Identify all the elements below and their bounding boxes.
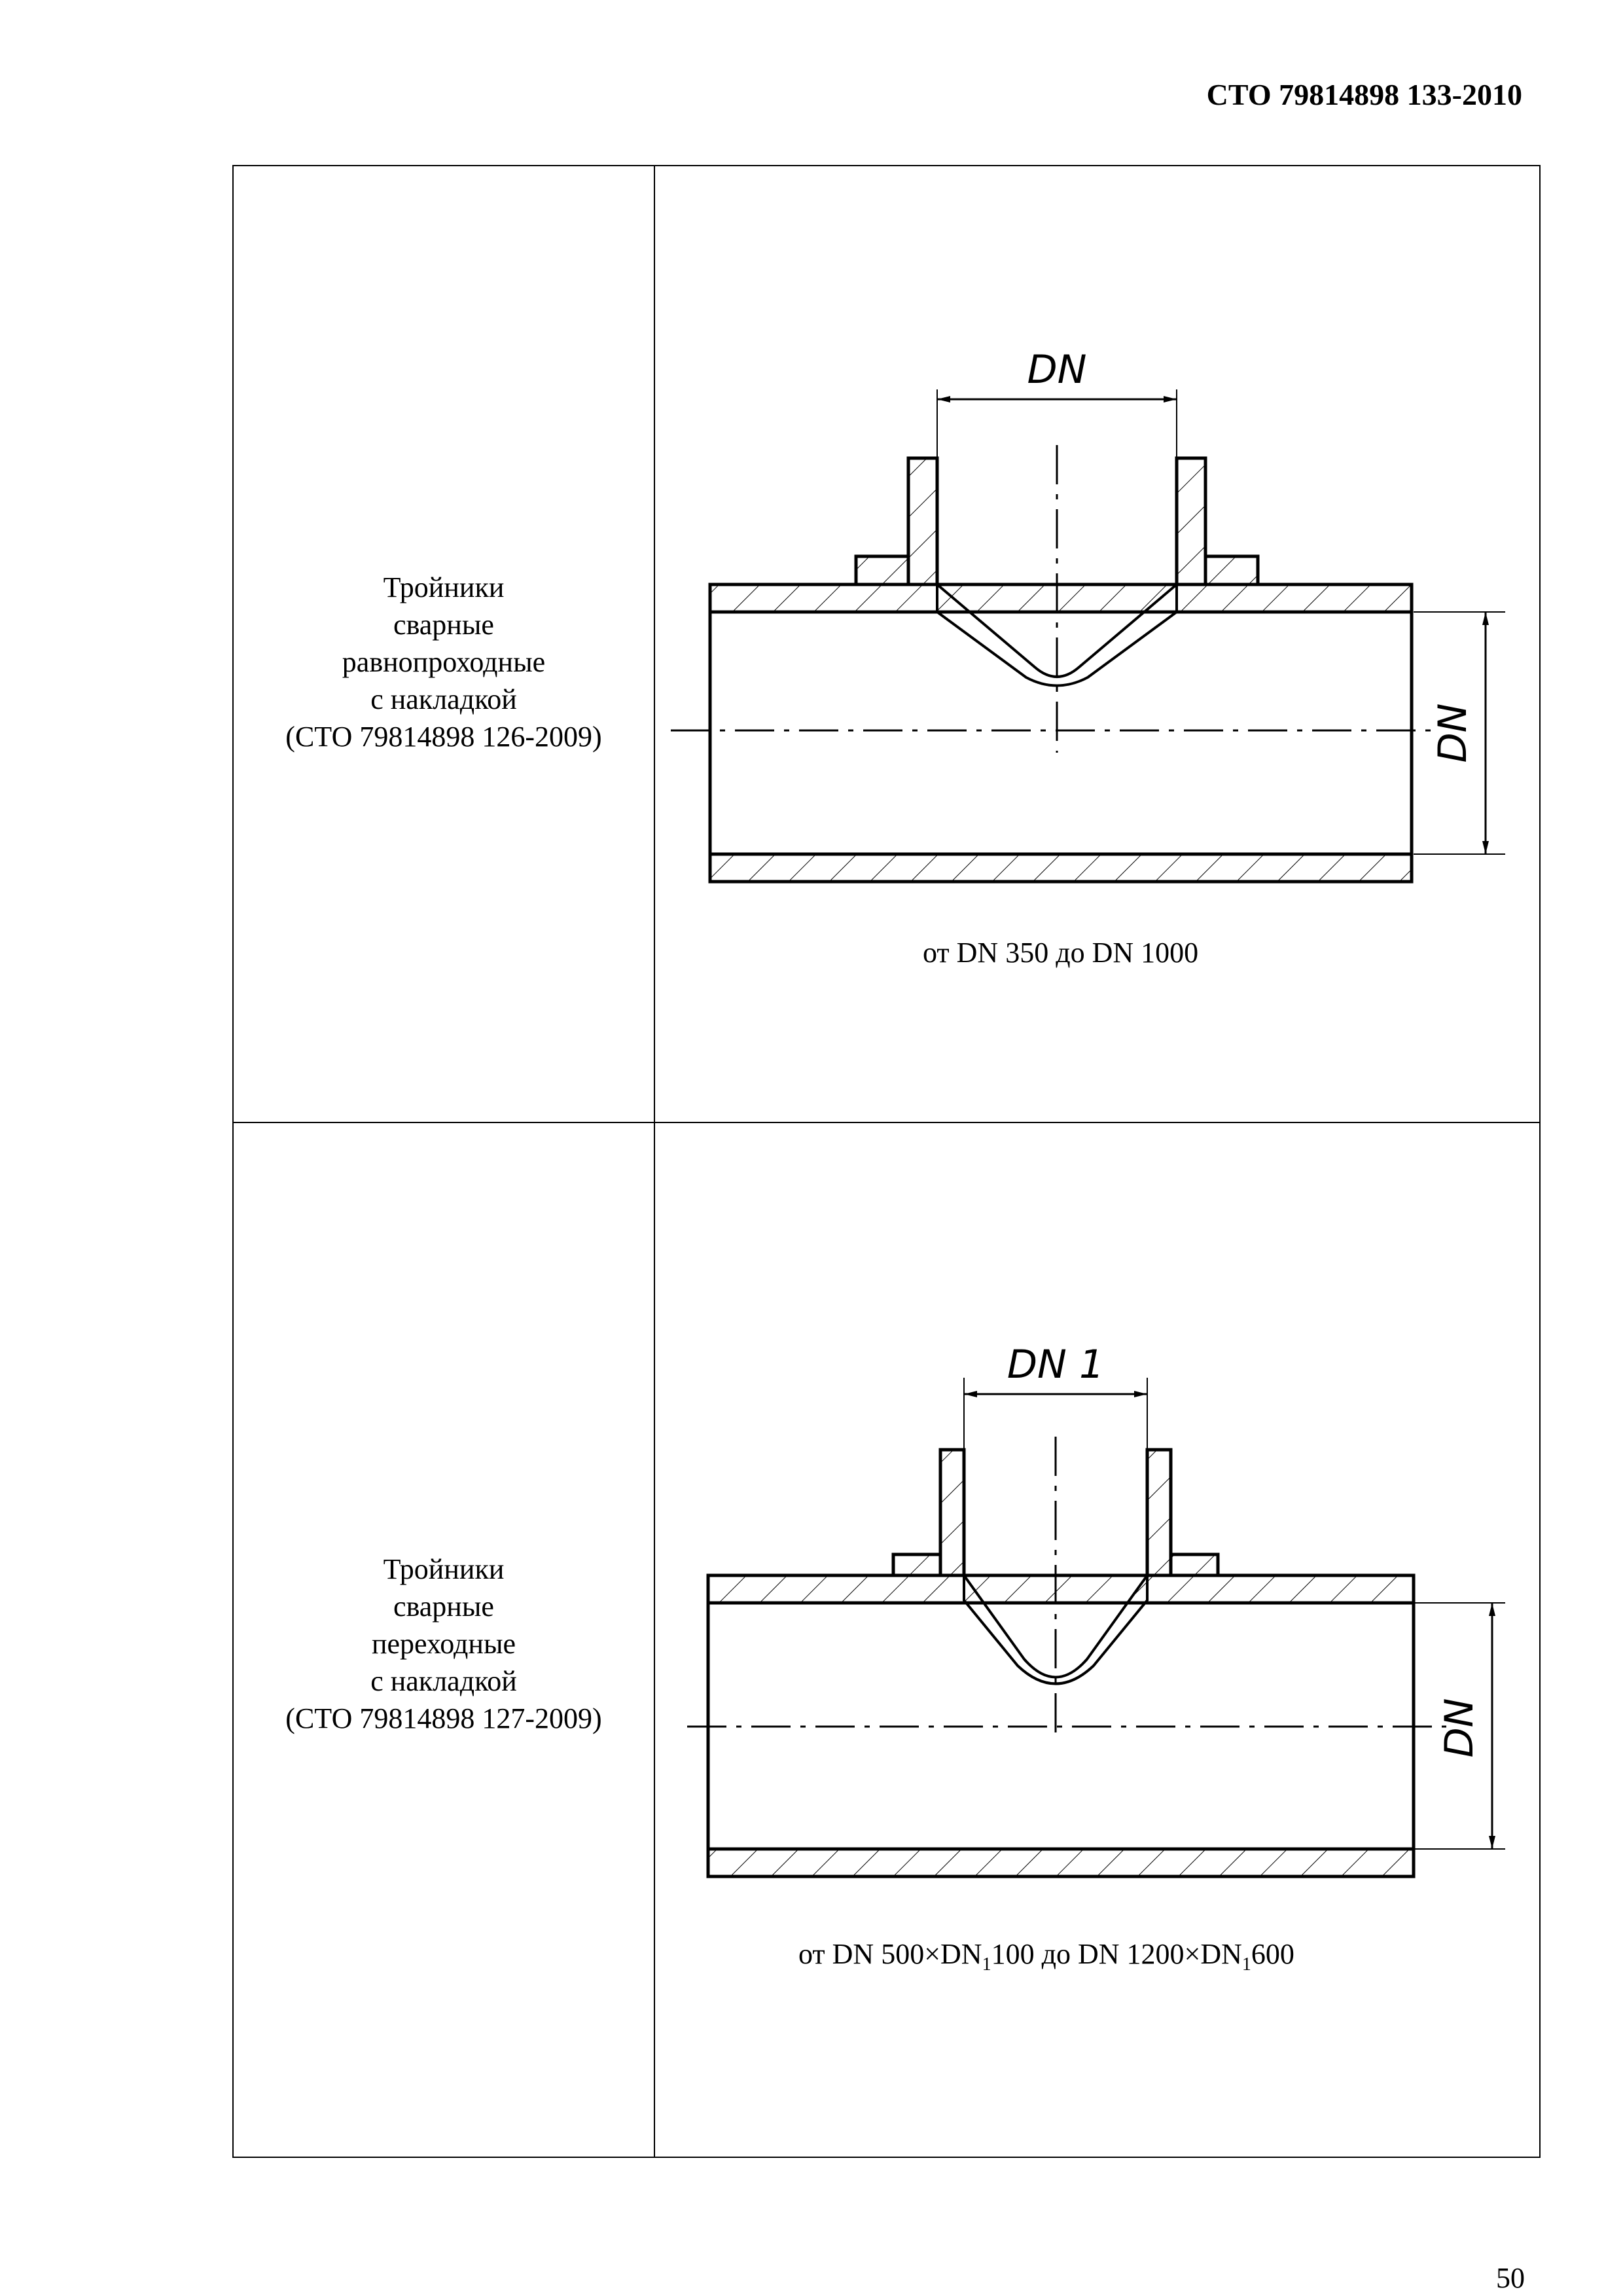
row1-label-line: с накладкой	[370, 683, 517, 715]
row2-label-line: сварные	[393, 1590, 494, 1623]
size-range-2	[798, 1937, 1294, 1975]
row2-label-line: с накладкой	[370, 1665, 517, 1697]
page-number: 50	[1496, 2262, 1525, 2294]
dim-side-label-2: DN	[1436, 1698, 1482, 1758]
row2-label-line: переходные	[371, 1628, 516, 1660]
row2-label-line: (СТО 79814898 127-2009)	[285, 1702, 602, 1734]
row1-label-line: равнопроходные	[342, 646, 546, 678]
row2-label-line: Тройники	[383, 1553, 505, 1585]
size-range-1	[923, 936, 1198, 969]
size-range-1-text: от DN 350 до DN 1000	[923, 937, 1199, 969]
row1-label-line: (СТО 79814898 126-2009)	[285, 721, 602, 753]
size-range-2-part: 100 до DN 1200×DN	[991, 1938, 1242, 1970]
size-range-2-part: от DN 500×DN	[798, 1938, 982, 1970]
row1-label-line: Тройники	[383, 571, 505, 603]
dim-side-label-1: DN	[1430, 703, 1476, 763]
row1-label-line: сварные	[393, 609, 494, 641]
document-code: СТО 79814898 133-2010	[1206, 78, 1522, 111]
size-range-2-subscript: 1	[1241, 1954, 1251, 1975]
size-range-2-part: 600	[1251, 1938, 1294, 1970]
dim-top-label-1: DN	[1027, 347, 1087, 393]
equal-tee-drawing	[671, 389, 1505, 882]
size-range-2-subscript: 1	[982, 1954, 991, 1975]
reducing-tee-drawing	[687, 1378, 1505, 1876]
dim-top-label-2: DN 1	[1007, 1342, 1105, 1388]
